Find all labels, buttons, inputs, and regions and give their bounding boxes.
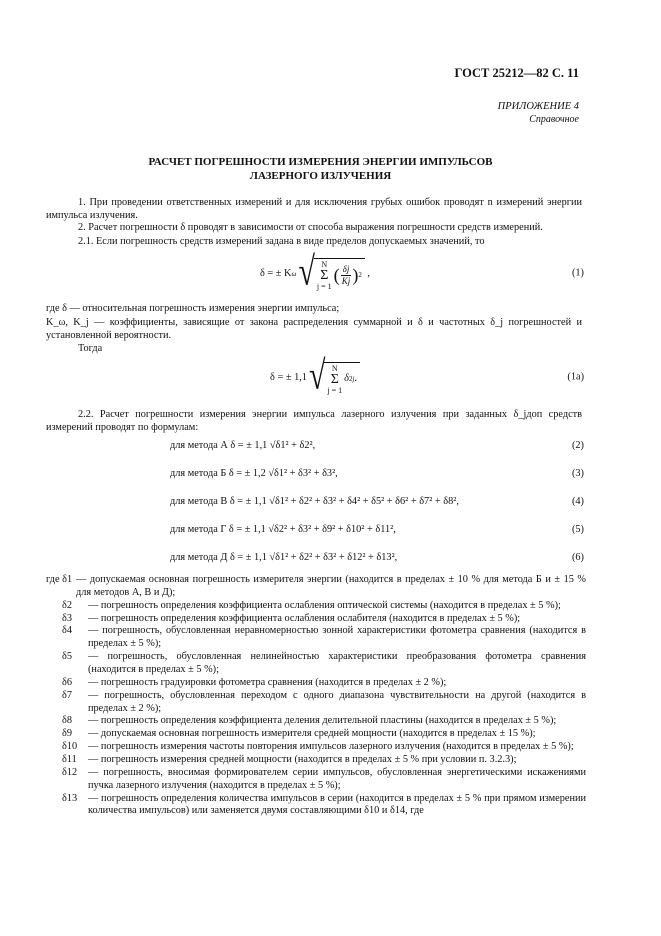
title-line-2: ЛАЗЕРНОГО ИЗЛУЧЕНИЯ bbox=[249, 169, 392, 182]
title-line-1: РАСЧЕТ ПОГРЕШНОСТИ ИЗМЕРЕНИЯ ЭНЕРГИИ ИМПУЛЬСОВ bbox=[148, 156, 493, 168]
definition-item bbox=[46, 677, 586, 690]
paragraph-2-2: 2.2. Расчет погрешности измерения энергии импульса лазерного излучения при заданных δ_jдоп средств измерений проводят по формулам: bbox=[46, 409, 582, 433]
then-label: Тогда bbox=[78, 343, 103, 354]
definition-text: — погрешность, обусловленная нелинейностью характеристики преобразования фотометра сравнения (находится в пределах ± 5 %); bbox=[88, 651, 586, 676]
formula-1-sum: N Σ j = 1 bbox=[316, 259, 332, 291]
definition-text: — погрешность измерения средней мощности (находится в пределах ± 5 % при условии п. 3.2.3); bbox=[88, 754, 517, 766]
formula-1a-number: (1а) bbox=[567, 371, 584, 383]
definition-item bbox=[46, 741, 586, 754]
definition-item bbox=[46, 651, 586, 677]
definition-text: — погрешность определения количества импульсов в серии (находится в пределах ± 5 % при прямом измерении количества импульсов) или заменяется двумя составляющими δ10 и δ14, где bbox=[88, 792, 586, 817]
definition-symbol: δ12 bbox=[62, 766, 78, 778]
definition-text: — погрешность определения коэффициента деления делительной пластины (находится в пределах ± 5 %); bbox=[88, 715, 557, 727]
formula-1a-root: √ N Σ j = 1 δ 2 j . bbox=[309, 362, 360, 395]
method-formula-number: (5) bbox=[571, 524, 584, 535]
definition-item bbox=[46, 613, 586, 626]
definition-symbol: δ8 bbox=[62, 715, 73, 727]
definition-text: — допускаемая основная погрешность измерителя средней мощности (находится в пределах ± 15 %); bbox=[88, 728, 536, 740]
where-k-coefficients: K_ω, K_j — коэффициенты, зависящие от закона распределения суммарной и δ и частотных δ_j погрешностей и установленной вероятности. bbox=[46, 317, 582, 341]
definition-text: — погрешность, вносимая формирователем серии импульсов, обусловленная энергетическими искажениями пучка лазерного излучения (находится в пределах ± 5 %); bbox=[88, 766, 586, 791]
definition-symbol: δ4 bbox=[62, 625, 73, 637]
definition-symbol: δ13 bbox=[62, 792, 78, 804]
formula-1-fraction: $\frac{\delta j}{Kj}$ bbox=[341, 263, 351, 286]
definition-symbol: где δ1 bbox=[46, 574, 73, 585]
definition-symbol: δ11 bbox=[62, 754, 77, 766]
definition-item bbox=[46, 793, 586, 819]
formula-1-sub: ω bbox=[291, 269, 297, 278]
method-formula: для метода Б δ = ± 1,2 √δ1² + δ3² + δ3², bbox=[170, 468, 338, 479]
definition-text: — погрешность определения коэффициента ослабления ослабителя (находится в пределах ± 5 %); bbox=[88, 612, 521, 624]
formula-1: δ = ± K ω √ N Σ j = 1 ( $\frac{\delta j}{Kj}$ ) 2 , (1) bbox=[260, 249, 584, 294]
method-formula-number: (3) bbox=[571, 468, 584, 479]
standard-code: ГОСТ 25212—82 С. 11 bbox=[454, 66, 579, 80]
formula-1a-left: δ = ± 1,1 bbox=[270, 371, 307, 383]
method-formula-row bbox=[170, 524, 584, 542]
annex-type: Справочное bbox=[529, 114, 579, 125]
definition-item bbox=[46, 574, 586, 600]
definition-text: — погрешность измерения частоты повторения импульсов лазерного излучения (находится в пределах ± 5 %); bbox=[88, 741, 574, 753]
method-formula-number: (4) bbox=[571, 496, 584, 507]
definition-symbol: δ9 bbox=[62, 728, 73, 740]
formula-1a bbox=[46, 353, 584, 400]
formula-1-root: √ N Σ j = 1 ( $\frac{\delta j}{Kj}$ ) 2 bbox=[298, 258, 364, 291]
method-formula: для метода В δ = ± 1,1 √δ1² + δ2² + δ3² + δ4² + δ5² + δ6² + δ7² + δ8², bbox=[170, 496, 459, 507]
paragraph-2-1: 2.1. Если погрешность средств измерений задана в виде пределов допускаемых значений, то bbox=[78, 236, 485, 247]
definition-item bbox=[46, 690, 586, 716]
definition-item bbox=[46, 728, 586, 741]
definition-symbol: δ5 bbox=[62, 651, 73, 663]
method-formula-number: (2) bbox=[571, 440, 584, 451]
definition-text: — допускаемая основная погрешность измерителя энергии (находится в пределах ± 10 % для метода Б и ± 15 % для методов А, В и Д); bbox=[76, 574, 586, 598]
definition-symbol: δ3 bbox=[62, 612, 73, 624]
definition-symbol: δ10 bbox=[62, 741, 78, 753]
definition-item bbox=[46, 754, 586, 767]
method-formula-row bbox=[170, 496, 584, 514]
definition-text: — погрешность, обусловленная переходом с одного диапазона чувствительности на другой (находится в пределах ± 2 %); bbox=[88, 689, 586, 714]
method-formula: для метода Д δ = ± 1,1 √δ1² + δ2² + δ3² + δ12² + δ13², bbox=[170, 552, 398, 563]
annex-label: ПРИЛОЖЕНИЕ 4 bbox=[497, 101, 579, 112]
method-formula-row bbox=[170, 552, 584, 570]
definition-item bbox=[46, 625, 586, 651]
method-formula-row bbox=[170, 468, 584, 486]
where-delta: где δ — относительная погрешность измерения энергии импульса; bbox=[46, 303, 340, 314]
definition-item bbox=[46, 600, 586, 613]
method-formula: для метода А δ = ± 1,1 √δ1² + δ2², bbox=[170, 440, 316, 451]
method-formula-number: (6) bbox=[571, 552, 584, 563]
definition-item bbox=[46, 715, 586, 728]
definition-text: — погрешность определения коэффициента ослабления оптической системы (находится в пределах ± 5 %); bbox=[88, 599, 561, 611]
paragraph-1: 1. При проведении ответственных измерений и для исключения грубых ошибок проводят n измерений энергии импульса излучения. bbox=[46, 197, 582, 221]
paragraph-2: 2. Расчет погрешности δ проводят в зависимости от способа выражения погрешности средств измерений. bbox=[78, 222, 543, 233]
formula-1-left: δ = ± K bbox=[260, 267, 292, 279]
definition-symbol: δ7 bbox=[62, 689, 73, 701]
formula-1a-sum: N Σ j = 1 bbox=[327, 363, 343, 395]
definitions-list bbox=[46, 574, 586, 818]
definition-symbol: δ2 bbox=[62, 599, 73, 611]
method-formula-row bbox=[170, 440, 584, 458]
definition-text: — погрешность, обусловленная неравномерностью зонной характеристики фотометра сравнения (находится в пределах ± 5 %); bbox=[88, 625, 586, 650]
definition-text: — погрешность градуировки фотометра сравнения (находится в пределах ± 2 %); bbox=[88, 676, 447, 688]
method-formula: для метода Г δ = ± 1,1 √δ2² + δ3² + δ9² + δ10² + δ11², bbox=[170, 524, 396, 535]
definition-item bbox=[46, 767, 586, 793]
document-title bbox=[60, 156, 581, 184]
definition-symbol: δ6 bbox=[62, 676, 73, 688]
formula-1-number: (1) bbox=[571, 267, 584, 279]
